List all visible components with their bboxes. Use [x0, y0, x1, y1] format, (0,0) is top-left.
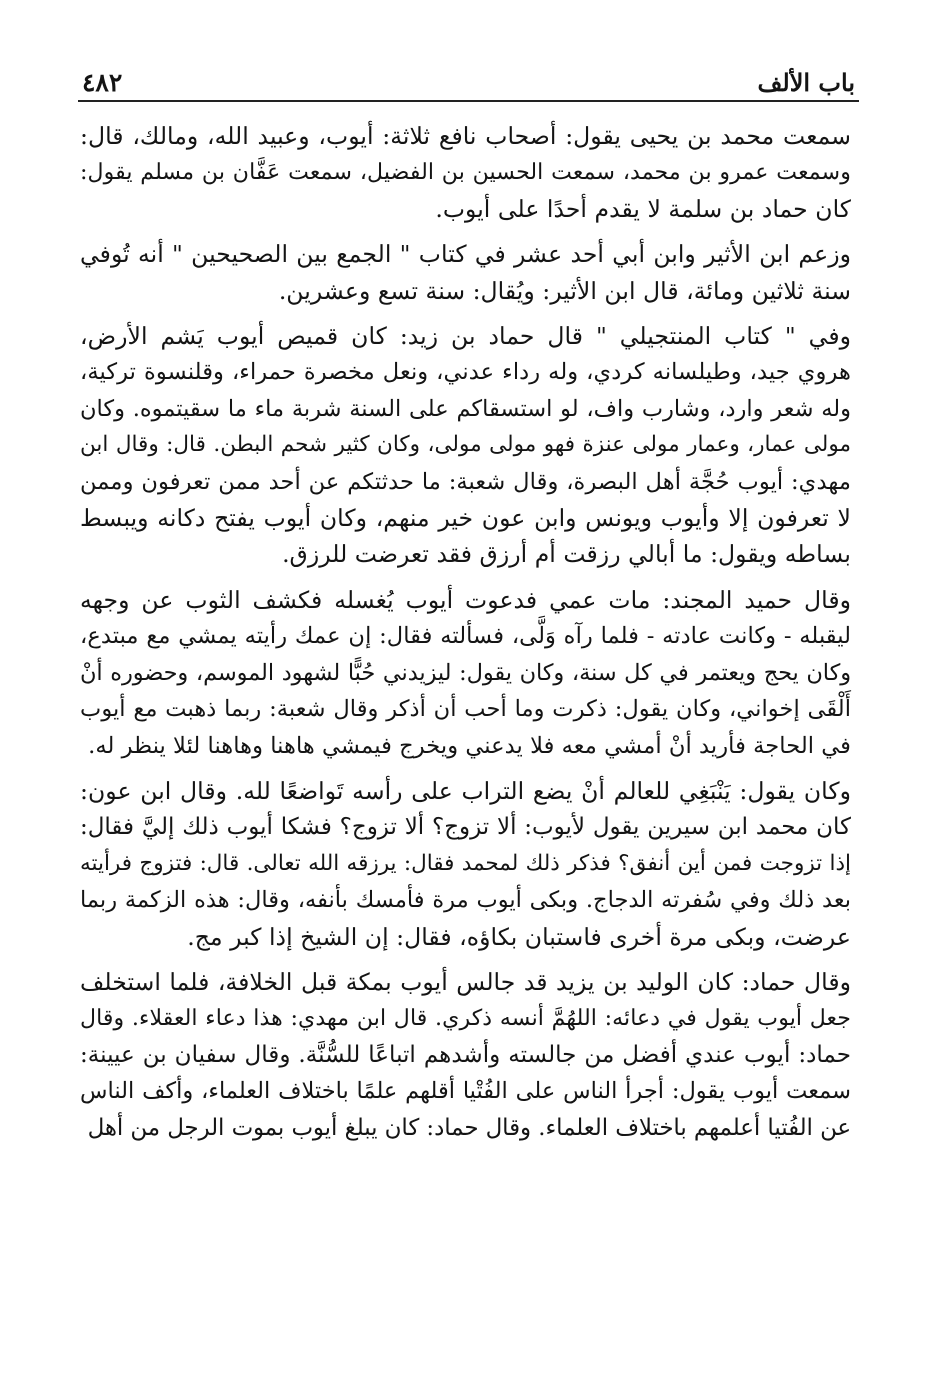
- text-line: هروي جيد، وطيلسانه كردي، وله رداء عدني، ونعل مخصرة حمراء، وقلنسوة تركية،: [80, 359, 851, 386]
- text-line: وزعم ابن الأثير وابن أبي أحد عشر في كتاب " الجمع بين الصحيحين " أنه تُوفي: [80, 240, 851, 269]
- paragraph: [80, 118, 851, 227]
- text-line: كان حماد بن سلمة لا يقدم أحدًا على أيوب.: [435, 194, 851, 223]
- text-line: عن الفُتيا أعلمهم باختلاف العلماء. وقال حماد: كان يبلغ أيوب بموت الرجل من أهل: [87, 1114, 851, 1141]
- paragraph: [80, 773, 851, 955]
- text-line: وله شعر وارد، وشارب واف، لو استسقاكم على السنة شربة ماء ما سقيتموه. وكان: [80, 395, 851, 422]
- paragraph: [80, 964, 851, 1146]
- text-line: وكان يقول: يَنْبَغِي للعالم أنْ يضع التراب على رأسه تَواضعًا لله. وقال ابن عون:: [80, 776, 851, 805]
- page-body: [80, 118, 851, 1146]
- text-line: بعد ذلك وفي سُفرته الدجاج. وبكى أيوب مرة فأمسك بأنفه، وقال: هذه الزكمة ربما: [80, 887, 851, 914]
- text-line: سنة ثلاثين ومائة، قال ابن الأثير: ويُقال: سنة تسع وعشرين.: [278, 276, 851, 305]
- text-line: بساطه ويقول: ما أبالي رزقت أم أرزق فقد تعرضت للرزق.: [282, 540, 851, 569]
- text-line: مولى عمار، وعمار مولى عنزة فهو مولى مولى، وكان كثير شحم البطن. قال: وقال ابن: [80, 432, 851, 458]
- text-line: عرضت، وبكى مرة أخرى فاستبان بكاؤه، فقال: إن الشيخ إذا كبر مج.: [187, 922, 851, 951]
- text-line: وسمعت عمرو بن محمد، سمعت الحسين بن الفضيل، سمعت عَفَّان بن مسلم يقول:: [80, 159, 851, 186]
- text-line: وقال حماد: كان الوليد بن يزيد قد جالس أيوب بمكة قبل الخلافة، فلما استخلف: [80, 967, 851, 996]
- text-line: سمعت محمد بن يحيى يقول: أصحاب نافع ثلاثة: أيوب، وعبيد الله، ومالك، قال:: [80, 122, 851, 150]
- running-header: [82, 62, 855, 98]
- page-number: ٤٨٢: [82, 68, 123, 97]
- text-line: في الحاجة فأريد أنْ أمشي معه فلا يدعني ويخرج فيمشي هاهنا وهاهنا لئلا ينظر له.: [88, 732, 851, 759]
- chapter-title: باب الألف: [757, 68, 855, 97]
- paragraph: [80, 318, 851, 573]
- text-line: حماد: أيوب عندي أفضل من جالسته وأشدهم اتباعًا للسُّنَّة. وقال سفيان بن عيينة:: [80, 1041, 851, 1068]
- text-line: وكان يحج ويعتمر في كل سنة، وكان يقول: ليزيدني حُبًّا لشهود الموسم، وحضوره أنْ: [80, 659, 851, 686]
- paragraph: [80, 236, 851, 309]
- text-line: كان محمد ابن سيرين يقول لأيوب: ألا تزوج؟ ألا تزوج؟ فشكا أيوب ذلك إليَّ فقال:: [80, 814, 851, 841]
- text-line: لا تعرفون إلا وأيوب ويونس وابن عون خير منهم، وكان أيوب يفتح دكانه ويبسط: [80, 504, 851, 533]
- text-line: إذا تزوجت فمن أين أنفق؟ فذكر ذلك لمحمد فقال: يرزقه الله تعالى. قال: فتزوج فرأيته: [80, 850, 851, 876]
- text-line: أَلْقَى إخواني، وكان يقول: ذكرت وما أحب أن أذكر وقال شعبة: ربما ذهبت مع أيوب: [80, 696, 851, 723]
- text-line: وقال حميد المجند: مات عمي فدعوت أيوب يُغسله فكشف الثوب عن وجهه: [80, 585, 851, 614]
- paragraph: [80, 582, 851, 764]
- text-line: وفي " كتاب المنتجيلي " قال حماد بن زيد: كان قميص أيوب يَشم الأرض،: [80, 322, 851, 351]
- text-line: مهدي: أيوب حُجَّة أهل البصرة، وقال شعبة: ما حدثتكم عن أحد ممن تعرفون وممن: [80, 468, 851, 495]
- text-line: جعل أيوب يقول في دعائه: اللهُمَّ أنسه ذكري. قال ابن مهدي: هذا دعاء العقلاء. وقال: [80, 1005, 851, 1032]
- header-rule: [78, 100, 859, 102]
- text-line: ليقبله - وكانت عادته - فلما رآه وَلَّى، فسألته فقال: إن عمك رأيته يمشي مع مبتدع،: [80, 623, 851, 650]
- text-line: سمعت أيوب يقول: أجرأ الناس على الفُتْيا أقلهم علمًا باختلاف العلماء، وأكف الناس: [80, 1078, 851, 1105]
